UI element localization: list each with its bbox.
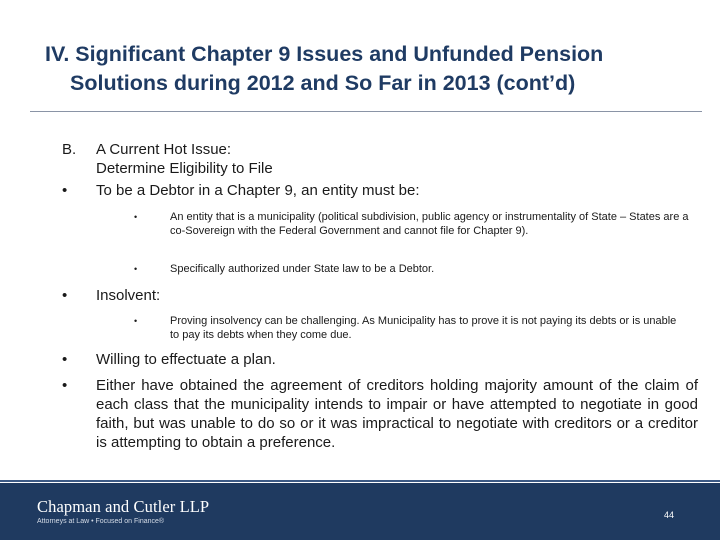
bullet-text: Either have obtained the agreement of creditors holding majority amount of the claim of each class that the municipality intends to impair or have attempted to negotiate in good faith, but was unable to do so or it was impractical to negotiate with creditors or a creditor is attempting to obtain a preference. xyxy=(96,377,698,451)
section-b xyxy=(62,140,702,180)
section-b-heading-line-2: Determine Eligibility to File xyxy=(96,160,273,177)
bullet-icon: • xyxy=(62,377,68,394)
sub-bullet-text: An entity that is a municipality (political subdivision, public agency or instrumentality of State – States are a co-Sovereign with the Federal Government and cannot file for Chapter 9). xyxy=(170,211,689,237)
bullet-text: Willing to effectuate a plan. xyxy=(96,351,276,368)
bullet-icon: • xyxy=(62,182,68,199)
title-divider xyxy=(30,111,702,112)
sub-bullet-text: Proving insolvency can be challenging. As Municipality has to prove it is not paying its debts or is unable to pay its debts when they come due. xyxy=(170,315,677,341)
page-number: 44 xyxy=(664,510,675,520)
bullet-icon: • xyxy=(134,316,138,326)
bullet-text: Insolvent: xyxy=(96,287,161,304)
bullet-icon: • xyxy=(62,351,68,368)
bullet-debtor-requirements xyxy=(62,181,702,201)
bullet-text: To be a Debtor in a Chapter 9, an entity must be: xyxy=(96,182,420,199)
slide-title-line-1: IV. Significant Chapter 9 Issues and Unfunded Pension xyxy=(45,42,604,66)
sub-bullet-text: Specifically authorized under State law to be a Debtor. xyxy=(170,263,435,275)
bullet-icon: • xyxy=(134,264,138,274)
slide-title-line-2: Solutions during 2012 and So Far in 2013 (cont’d) xyxy=(70,71,576,95)
footer-divider xyxy=(0,480,720,482)
bullet-icon: • xyxy=(134,212,138,222)
bullet-creditor-agreement xyxy=(62,376,702,456)
bullet-willing xyxy=(62,350,702,370)
bullet-insolvent xyxy=(62,286,702,306)
firm-logo-tagline: Attorneys at Law • Focused on Finance® xyxy=(37,518,165,525)
bullet-icon: • xyxy=(62,287,68,304)
section-b-heading-line-1: A Current Hot Issue: xyxy=(96,141,232,158)
sub-bullet-proving-insolvency xyxy=(134,315,696,345)
section-b-heading xyxy=(96,140,273,178)
firm-logo-name: Chapman and Cutler LLP xyxy=(37,497,210,516)
slide-title xyxy=(45,40,695,98)
section-b-marker: B. xyxy=(62,141,77,158)
sub-bullet-authorized xyxy=(134,263,696,278)
sub-bullet-municipality xyxy=(134,211,696,255)
